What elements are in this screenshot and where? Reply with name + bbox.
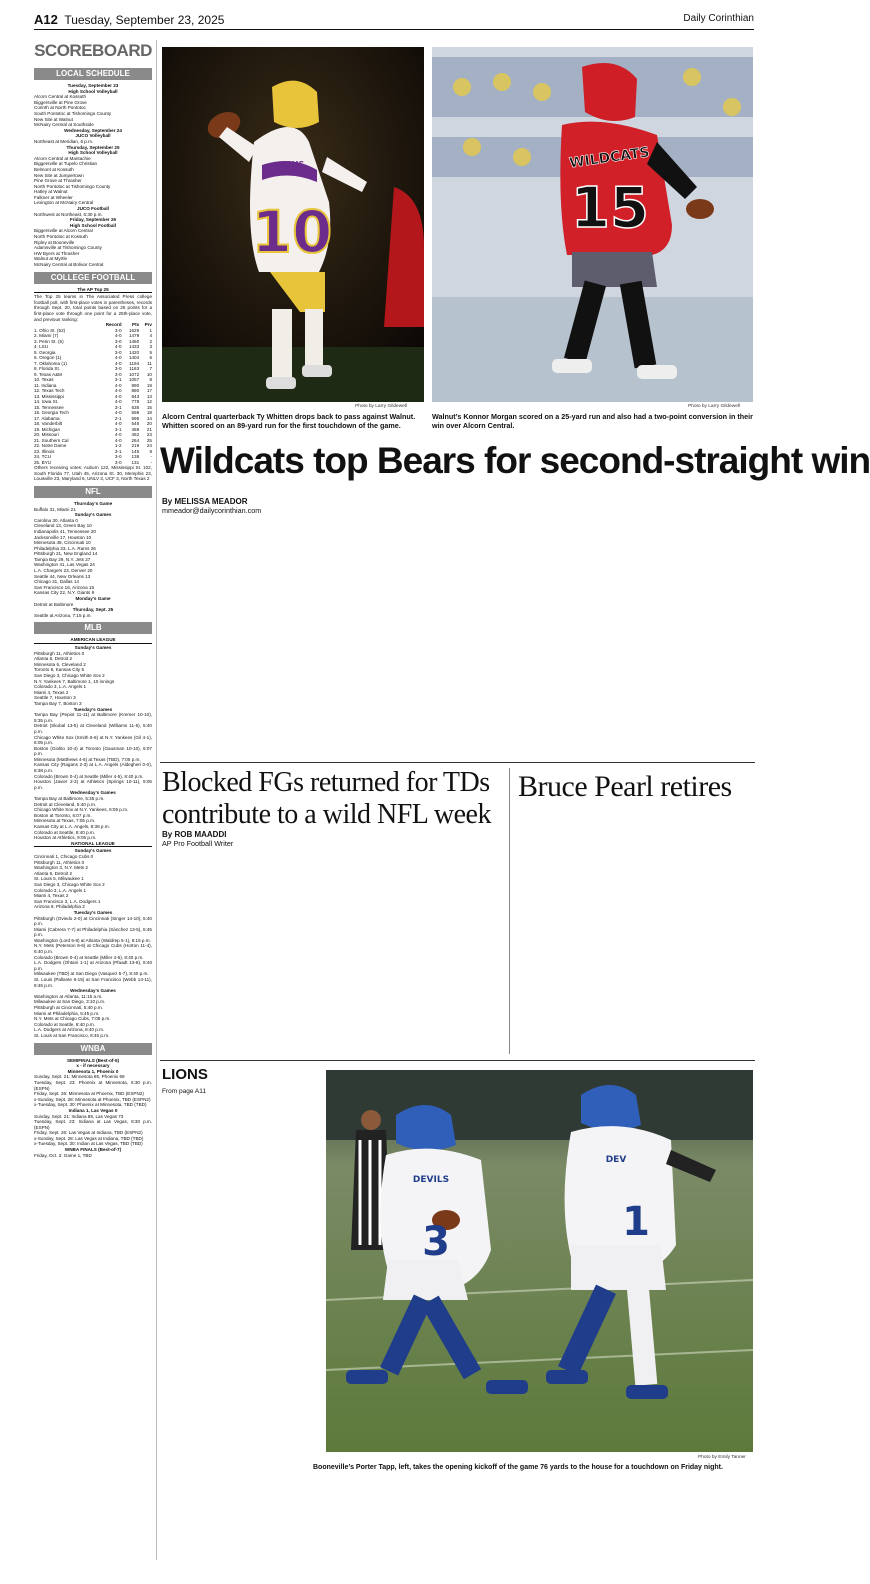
ap-cell: 2-1 <box>114 415 122 421</box>
schedule-line: Sunday, Sept. 21: Minnesota 85, Phoenix 69 <box>34 1074 125 1080</box>
ap-cell: 4-0 <box>114 437 122 443</box>
wildcats-byline <box>162 497 274 515</box>
ap-cell: 4-0 <box>114 355 122 361</box>
schedule-line: L.A. Chargers 23, Denver 20 <box>34 568 93 574</box>
schedule-line: San Diego 3, Chicago White Sox 2 <box>34 881 105 887</box>
nfl-bar: NFL <box>34 486 152 498</box>
wildcats-author: By MELISSA MEADOR <box>162 497 248 506</box>
schedule-heading: Monday's Game <box>75 596 111 602</box>
ap-cell: 20 <box>146 421 152 427</box>
schedule-line: Walnut at Myrtle <box>34 256 68 262</box>
ap-cell: 4-0 <box>114 421 122 427</box>
schedule-line: N.Y. Mets at Chicago Cubs, 7:05 p.m. <box>34 1016 111 1022</box>
schedule-line: Alcorn Central at Mantachie <box>34 155 91 161</box>
schedule-heading: Wednesday, September 24 <box>64 127 122 133</box>
schedule-heading: Sunday's Games <box>74 645 112 650</box>
schedule-line: Ripley at Booneville <box>34 239 75 245</box>
ap-cell: 11 <box>147 360 152 366</box>
issue-date: Tuesday, September 23, 2025 <box>64 13 225 27</box>
ap-cell: 2 <box>149 338 152 344</box>
schedule-line: Miami 4, Texas 2 <box>34 893 69 899</box>
schedule-line: Belmont at Kossuth <box>34 166 74 172</box>
ap-others: Others receiving votes: Auburn 122, Mississippi St. 102, South Florida 77, Utah 45, Arizona St. 30, Memphis 23, Louisville 23, Maryland 6, UNLV 3, UCF 3, North Texas 2 <box>34 465 152 482</box>
ap-cell: 9 <box>149 448 152 454</box>
ap-cell: 18 <box>146 410 152 416</box>
ap-cell: 22. Notre Dame <box>34 443 67 449</box>
ap-cell: 1163 <box>129 366 140 372</box>
schedule-line: Houston (Javier 2-3) at Athletics (Springs 10-11), 9:05 p.m. <box>34 779 152 790</box>
schedule-line: N.Y. Yankees 7, Baltimore 1, 10 innings <box>34 678 115 684</box>
schedule-line: Corinth at North Pontotoc <box>34 105 86 111</box>
ap-cell: 14. Iowa St. <box>34 399 59 405</box>
lions-headline: LIONS <box>162 1066 208 1083</box>
ap-cell: 23. Illinois <box>34 448 55 454</box>
schedule-heading: High School Football <box>70 222 116 228</box>
ap-cell: 18. Vanderbilt <box>34 421 63 427</box>
ap-cell: 3-0 <box>114 371 122 377</box>
ap-cell: 145 <box>131 448 140 454</box>
alcorn-jersey-chest: ACHS <box>279 160 305 169</box>
schedule-line: Friday, Oct. 3: Game 1, TBD <box>34 1152 92 1158</box>
nfl-author-role: AP Pro Football Writer <box>162 839 234 848</box>
schedule-line: Colorado 3, L.A. Angels 1 <box>34 684 87 690</box>
schedule-line: Philadelphia 33, L.A. Rams 26 <box>34 545 96 551</box>
schedule-line: North Pontotoc at Tishomingo County <box>34 183 111 189</box>
ap-intro: The Top 25 teams in The Associated Press college football poll, with first-place votes in parentheses, records through Sept. 20, total points based on 25 points for a first-place vote through one point for a 25th-place vote, and previous ranking: <box>34 294 152 322</box>
schedule-line: Miami at Philadelphia, 5:45 p.m. <box>34 1010 100 1016</box>
walnut-jersey-chest: WILDCATS <box>568 144 651 172</box>
ap-cell: 12. Texas Tech <box>34 388 65 394</box>
tapp-jersey-chest: DEVILS <box>412 1175 450 1185</box>
ap-cell: 5 <box>149 349 152 355</box>
photo-booneville-returner-art <box>326 1070 753 1452</box>
ap-cell: 6 <box>149 355 152 361</box>
ap-cell: 25. BYU <box>34 459 52 465</box>
ap-cell: 3-1 <box>114 448 122 454</box>
ap-cell: 1194 <box>129 360 140 366</box>
nfl-byline <box>162 830 274 848</box>
ap-cell: 1420 <box>128 349 140 355</box>
schedule-heading: Minnesota 1, Phoenix 0 <box>67 1068 119 1074</box>
schedule-line: Seattle 7, Houston 3 <box>34 695 76 701</box>
ap-cell: 3-0 <box>114 366 122 372</box>
ap-cell: 13 <box>146 393 152 399</box>
schedule-line: Alcorn Central at Kossuth <box>34 94 87 100</box>
top-rule <box>34 29 754 30</box>
ap-cell: 9. Texas A&M <box>34 371 63 377</box>
schedule-line: Chicago White Sox at N.Y. Yankees, 6:05 p.m. <box>34 807 129 813</box>
ap-cell: 3-1 <box>114 377 122 383</box>
schedule-line: St. Louis at San Francisco, 8:45 p.m. <box>34 1032 110 1038</box>
schedule-heading: JUCO Volleyball <box>75 133 111 139</box>
schedule-heading: Sunday's Games <box>74 848 112 854</box>
ap-cell: 138 <box>131 454 140 460</box>
schedule-line: Pittsburgh 11, Athletics 0 <box>34 650 85 656</box>
ap-cell: 21. Southern Cal <box>34 437 69 443</box>
ap-cell: 19. Michigan <box>34 426 61 432</box>
schedule-line: Minnesota (Matthews 4-6) at Texas (TBD), 7:05 p.m. <box>34 756 141 762</box>
story-rule-2 <box>160 1060 755 1061</box>
schedule-line: Milwaukee (TBD) at San Diego (Vasquez 5-7), 8:40 p.m. <box>34 971 149 977</box>
schedule-line: x-Tuesday, Sept. 30: Phoenix at Minnesota, TBD (TBD) <box>34 1102 147 1108</box>
schedule-line: Toronto 8, Kansas City 5 <box>34 667 85 673</box>
page-number: A12 <box>34 12 58 27</box>
nfl-headline: Blocked FGs returned for TDs contribute to a wild NFL week <box>162 767 491 830</box>
schedule-line: Kansas City 22, N.Y. Giants 9 <box>34 590 95 596</box>
schedule-line: Boston at Toronto, 6:07 p.m. <box>34 812 92 818</box>
schedule-line: Hatley at Walnut <box>34 189 68 195</box>
ap-cell: 23 <box>146 432 152 438</box>
schedule-line: Northeast at Meridian, 6 p.m. <box>34 138 94 144</box>
schedule-line: Minnesota 48, Cincinnati 10 <box>34 540 91 546</box>
ap-cell: 131 <box>131 459 140 465</box>
story-divider <box>509 768 510 1054</box>
ap-cell: 17. Alabama <box>34 415 60 421</box>
ap-cell: 1404 <box>128 355 140 361</box>
ap-cell: 8. Florida St. <box>34 366 61 372</box>
local-schedule-list <box>34 83 152 268</box>
ap-cell: 4-0 <box>114 388 122 394</box>
ap-cell: 990 <box>131 382 140 388</box>
schedule-line: Miami (Cabrera 7-7) at Philadelphia (Sánchez 13-5), 5:45 p.m. <box>34 926 152 938</box>
schedule-line: St. Louis 5, Milwaukee 1 <box>34 876 84 882</box>
ap-cell: 4 <box>149 333 152 339</box>
schedule-line: Pittsburgh (Oviedo 2-0) at Cincinnati (Singer 14-10), 5:40 p.m. <box>34 915 152 927</box>
ap-cell: 1460 <box>128 338 140 344</box>
college-football-bar: COLLEGE FOOTBALL <box>34 272 152 284</box>
schedule-line: Seattle 44, New Orleans 13 <box>34 573 91 579</box>
schedule-heading: Wednesday's Games <box>70 790 116 796</box>
schedule-line: Houston at Athletics, 9:05 p.m. <box>34 835 97 841</box>
schedule-line: Sunday, Sept. 21: Indiana 89, Las Vegas 73 <box>34 1113 124 1119</box>
schedule-line: Detroit (Skubal 13-5) at Cleveland (Williams 11-5), 5:40 p.m. <box>34 723 152 734</box>
schedule-line: Buffalo 31, Miami 21 <box>34 506 76 512</box>
ap-cell: 546 <box>131 421 140 427</box>
schedule-line: New Site at Jumpertown <box>34 172 84 178</box>
schedule-heading: Tuesday, September 23 <box>67 83 119 88</box>
ap-cell: 1-2 <box>114 443 122 449</box>
schedule-line: Friday, Sept. 26: Las Vegas at Indiana, TBD (ESPN2) <box>34 1130 143 1136</box>
schedule-line: Northwest at Northeast, 6:30 p.m. <box>34 211 103 217</box>
schedule-heading: Tuesday's Games <box>73 909 113 915</box>
schedule-line: North Pontotoc at Kossuth <box>34 234 88 240</box>
ap-cell: 4-0 <box>114 393 122 399</box>
schedule-heading: JUCO Football <box>77 206 109 212</box>
ap-cell: 3-0 <box>114 454 122 460</box>
wildcats-headline: Wildcats top Bears for second-straight win <box>160 440 870 481</box>
schedule-heading: WNBA FINALS (Best-of-7) <box>64 1147 122 1153</box>
schedule-line: St. Louis (Pallante 6-15) at San Francisco (Webb 14-11), 8:45 p.m. <box>34 977 152 988</box>
wnba-results-list <box>34 1058 152 1159</box>
ap-cell: - <box>150 454 152 460</box>
mlb-results-list <box>34 637 152 1038</box>
schedule-line: San Diego 3, Chicago White Sox 2 <box>34 672 105 678</box>
wnba-bar: WNBA <box>34 1043 152 1055</box>
ap-cell: 4-0 <box>114 382 122 388</box>
ap-cell: 1072 <box>128 371 140 377</box>
schedule-line: Falkner at Wheeler <box>34 194 73 200</box>
schedule-line: Atlanta 6, Detroit 2 <box>34 656 73 662</box>
ap-cell: 7. Oklahoma (1) <box>34 360 67 366</box>
ap-cell: 3-1 <box>114 404 122 410</box>
ap-cell: 24. TCU <box>34 454 52 460</box>
ap-cell: 3. Penn St. (5) <box>34 338 64 344</box>
schedule-line: Lexington at McNairy Central <box>34 200 94 206</box>
schedule-line: Chicago White Sox (Smith 6-8) at N.Y. Yankees (Gil 4-1), 6:05 p.m. <box>34 734 152 746</box>
schedule-heading: Wednesday's Games <box>70 988 116 994</box>
schedule-line: Washington at Atlanta, 11:15 a.m. <box>34 993 103 999</box>
ap-cell: 458 <box>131 426 140 432</box>
photo-credit-bottom: Photo by Emily Tanner <box>698 1455 746 1460</box>
schedule-line: McNairy Central at Southside <box>34 122 94 128</box>
photo-walnut-rb-art <box>432 47 753 402</box>
schedule-line: Washington 41, Las Vegas 24 <box>34 562 95 568</box>
ap-col-header: Pts <box>132 322 140 328</box>
schedule-heading: x - if necessary <box>76 1063 110 1069</box>
ap-cell: 635 <box>131 404 140 410</box>
ap-cell: 17 <box>146 388 152 394</box>
schedule-line: Atlanta 6, Detroit 2 <box>34 870 73 876</box>
schedule-heading: Thursday, Sept. 25 <box>72 607 114 613</box>
ap-cell: 4-0 <box>114 410 122 416</box>
ap-cell: 6. Oregon (1) <box>34 355 62 361</box>
caption-left: Alcorn Central quarterback Ty Whitten drops back to pass against Walnut. Whitten scored on an 89-yard run for the first touchdown of the game. <box>162 412 416 430</box>
ap-cell: 1. Ohio St. (52) <box>34 327 66 333</box>
schedule-line: L.A. Dodgers (Ohtani 1-1) at Arizona (Pfaadt 13-8), 8:40 p.m. <box>34 960 152 971</box>
local-schedule-bar: LOCAL SCHEDULE <box>34 68 152 80</box>
schedule-heading: Friday, September 26 <box>69 217 117 223</box>
caption-bottom: Booneville’s Porter Tapp, left, takes the opening kickoff of the game 76 yards to the house for a touchdown on Friday night. <box>313 1464 723 1471</box>
walnut-jersey-number: 15 <box>571 176 649 241</box>
ap-top25-title: The AP Top 25 <box>34 287 152 294</box>
schedule-line: South Pontotoc at Tishomingo County <box>34 110 112 116</box>
newspaper-name: Daily Corinthian <box>683 13 754 24</box>
schedule-line: Friday, Sept. 26: Minnesota at Phoenix, TBD (ESPN2) <box>34 1091 144 1097</box>
page-folio <box>34 12 224 27</box>
schedule-line: Arizona 9, Philadelphia 2 <box>34 904 85 910</box>
schedule-line: Carolina 30, Atlanta 0 <box>34 517 78 523</box>
schedule-line: Detroit at Baltimore <box>34 601 74 607</box>
schedule-heading: Thursday, September 25 <box>66 144 120 150</box>
schedule-line: New Site at Walnut <box>34 116 73 122</box>
nfl-results-list <box>34 501 152 618</box>
schedule-line: x-Tuesday, Sept. 30: Indian at Las Vegas, TBD (TBD) <box>34 1141 143 1147</box>
schedule-line: McNairy Central at Bolivar Central <box>34 262 104 267</box>
schedule-line: Milwaukee at San Diego, 3:10 p.m. <box>34 999 106 1005</box>
photo-booneville-returner <box>326 1070 753 1452</box>
schedule-heading: High School Volleyball <box>68 150 118 156</box>
ap-cell: 11. Indiana <box>34 382 57 388</box>
schedule-line: Kansas City (Ragans 2-3) at L.A. Angels (Aldegheri 0-0), 8:38 p.m. <box>34 762 152 774</box>
ap-cell: 10. Texas <box>34 377 54 383</box>
story-rule-1 <box>160 762 755 763</box>
schedule-line: Miami 4, Texas 2 <box>34 689 69 695</box>
schedule-heading: High School Volleyball <box>68 88 118 94</box>
ap-cell: 598 <box>131 410 140 416</box>
schedule-line: Tampa Bay 29, N.Y. Jets 27 <box>34 556 91 562</box>
ap-cell: 4-0 <box>114 399 122 405</box>
ap-cell: 880 <box>131 388 140 394</box>
schedule-line: Pittsburgh at Cincinnati, 5:40 p.m. <box>34 1005 103 1010</box>
ap-cell: 3 <box>149 344 152 350</box>
ap-cell: 843 <box>131 393 140 399</box>
schedule-line: HW Byers at Thrasher <box>34 250 80 256</box>
schedule-line: Pittsburgh 21, New England 14 <box>34 551 98 557</box>
schedule-heading: Sunday's Games <box>74 512 112 518</box>
schedule-line: Pittsburgh 11, Athletics 0 <box>34 859 85 865</box>
ap-col-header: Record <box>105 322 122 328</box>
ap-cell: 13. Mississippi <box>34 393 64 399</box>
ap-cell: 10 <box>146 371 152 377</box>
schedule-line: N.Y. Mets (Peterson 9-6) at Chicago Cubs (Horton 11-4), 6:40 p.m. <box>34 943 152 955</box>
ap-cell: 3-1 <box>114 426 122 432</box>
ap-cell: 1629 <box>128 327 140 333</box>
alcorn-jersey-number: 10 <box>251 198 333 266</box>
photo-credit-right: Photo by Larry Gildewell <box>688 404 740 409</box>
schedule-line: Colorado 3, L.A. Angels 1 <box>34 887 87 893</box>
schedule-line: Kansas City at L.A. Angels, 8:38 p.m. <box>34 824 110 829</box>
schedule-line: Tuesday, Sept. 23: Phoenix at Minnesota, 6:30 p.m. (ESPN) <box>34 1079 152 1091</box>
schedule-line: x-Sunday, Sept. 28: Minnesota at Phoenix, TBD (ESPN2) <box>34 1096 151 1102</box>
photo-alcorn-qb-art <box>162 47 424 402</box>
schedule-heading: Indiana 1, Las Vegas 0 <box>68 1107 118 1113</box>
scoreboard-title: SCOREBOARD <box>34 41 152 60</box>
schedule-line: Adamsville at Tishomingo County <box>34 245 102 251</box>
ap-cell: 25 <box>146 437 152 443</box>
mlb-bar: MLB <box>34 622 152 634</box>
ap-top25-table <box>34 322 152 465</box>
wildcats-email: mmeador@dailycorinthian.com <box>162 506 262 515</box>
schedule-line: Seattle at Arizona, 7:15 p.m. <box>34 612 92 618</box>
ap-cell: 4-0 <box>114 344 122 350</box>
nfl-author: By ROB MAADDI <box>162 830 227 839</box>
schedule-line: San Francisco 3, L.A. Dodgers 1 <box>34 898 101 904</box>
schedule-heading: Tuesday's Games <box>73 706 113 712</box>
ap-cell: 3-0 <box>114 338 122 344</box>
ap-cell: 16. Georgia Tech <box>34 410 69 416</box>
ap-cell: 4-0 <box>114 360 122 366</box>
ap-cell: 14 <box>146 415 152 421</box>
ap-cell: 452 <box>131 432 140 438</box>
schedule-line: Minnesota at Texas, 7:05 p.m. <box>34 818 96 824</box>
ap-cell: 3-0 <box>114 459 122 465</box>
schedule-line: Chicago 31, Dallas 14 <box>34 579 79 585</box>
ap-cell: 19 <box>146 382 152 388</box>
ap-cell: 1057 <box>128 377 140 383</box>
ap-cell: 779 <box>131 399 140 405</box>
schedule-line: Pine Grove at Thrasher <box>34 178 82 184</box>
ap-cell: 12 <box>146 399 152 405</box>
schedule-line: Cleveland 13, Green Bay 10 <box>34 523 92 529</box>
schedule-line: Biggersville at Tupelo Christian <box>34 161 98 167</box>
ap-cell: 15 <box>146 404 152 410</box>
ap-cell: 1433 <box>128 344 140 350</box>
ap-cell: 20. Missouri <box>34 432 59 438</box>
ap-cell: 4-0 <box>114 432 122 438</box>
schedule-heading: SEMIFINALS (Best-of-5) <box>66 1057 120 1063</box>
ap-cell: 7 <box>149 366 152 372</box>
schedule-line: Biggersville at Pine Grove <box>34 99 87 105</box>
teammate-jersey-number: 1 <box>622 1199 650 1245</box>
schedule-line: Tampa Bay at Baltimore, 5:35 p.m. <box>34 796 105 802</box>
schedule-line: Jacksonville 17, Houston 10 <box>34 534 92 540</box>
schedule-line: Washington 3, N.Y. Mets 2 <box>34 865 88 871</box>
schedule-line: Washington (Lord 5-8) at Atlanta (Waldrep 5-1), 6:15 p.m. <box>34 937 151 943</box>
schedule-line: Tampa Bay 7, Boston 3 <box>34 700 82 706</box>
ap-cell: 8 <box>149 377 152 383</box>
lions-jump: From page A11 <box>162 1088 206 1095</box>
schedule-line: Indianapolis 41, Tennessee 20 <box>34 528 96 534</box>
ap-cell: 5. Georgia <box>34 349 56 355</box>
schedule-line: x-Sunday, Sept. 28: Las Vegas at Indiana, TBD (TBD) <box>34 1135 144 1141</box>
schedule-line: Colorado at Seattle, 8:40 p.m. <box>34 829 96 835</box>
schedule-line: Cincinnati 1, Chicago Cubs 0 <box>34 853 94 859</box>
ap-cell: 4-0 <box>114 333 122 339</box>
sidebar-divider <box>156 40 157 1560</box>
schedule-line: Colorado (Brown 0-4) at Seattle (Miller 4-5), 8:40 p.m. <box>34 954 144 960</box>
schedule-heading: AMERICAN LEAGUE <box>34 637 152 644</box>
schedule-line: Colorado at Seattle, 8:40 p.m. <box>34 1021 96 1027</box>
teammate-jersey-chest: DEV <box>605 1155 627 1165</box>
ap-cell: 1 <box>149 327 152 333</box>
schedule-line: Tuesday, Sept. 23: Indiana at Las Vegas, 8:30 p.m. (ESPN) <box>34 1119 152 1130</box>
schedule-line: San Francisco 16, Arizona 15 <box>34 584 95 590</box>
ap-cell: 3-0 <box>114 349 122 355</box>
caption-right: Walnut’s Konnor Morgan scored on a 25-yard run and also had a two-point conversion in their win over Alcorn Central. <box>432 412 753 430</box>
tapp-jersey-number: 3 <box>422 1219 450 1265</box>
ap-cell: 595 <box>131 415 140 421</box>
ap-col-header: Prv <box>144 322 152 328</box>
photo-walnut-rb <box>432 47 753 402</box>
ap-cell: 2. Miami (7) <box>34 333 59 339</box>
photo-alcorn-qb <box>162 47 424 402</box>
ap-cell: 24 <box>146 443 152 449</box>
schedule-line: Boston (Giolito 10-4) at Toronto (Gausman 10-10), 6:07 p.m. <box>34 745 152 757</box>
schedule-line: Tampa Bay (Pepiot 11-11) at Baltimore (Kremer 10-10), 5:35 p.m. <box>34 712 152 723</box>
ap-cell: 15. Tennessee <box>34 404 64 410</box>
ap-cell: 264 <box>131 437 140 443</box>
scoreboard-sidebar <box>34 40 152 1158</box>
schedule-line: Minnesota 6, Cleveland 2 <box>34 661 86 667</box>
ap-cell: 219 <box>131 443 140 449</box>
ap-cell: 3-0 <box>114 327 122 333</box>
ap-cell: 4. LSU <box>34 344 49 350</box>
schedule-line: Biggersville at Alcorn Central <box>34 228 93 234</box>
schedule-heading: NATIONAL LEAGUE <box>34 841 152 848</box>
photo-credit-left: Photo by Larry Gildewell <box>355 404 407 409</box>
schedule-line: Colorado (Brown 0-4) at Seattle (Miller 4-5), 8:40 p.m. <box>34 773 144 779</box>
ap-cell: - <box>150 459 152 465</box>
schedule-heading: Thursday's Game <box>73 500 113 506</box>
ap-cell: 1479 <box>128 333 140 339</box>
schedule-line: L.A. Dodgers at Arizona, 8:40 p.m. <box>34 1027 105 1033</box>
schedule-line: Detroit at Cleveland, 5:40 p.m. <box>34 801 97 807</box>
ap-cell: 21 <box>146 426 152 432</box>
pearl-headline: Bruce Pearl retires <box>518 770 732 803</box>
